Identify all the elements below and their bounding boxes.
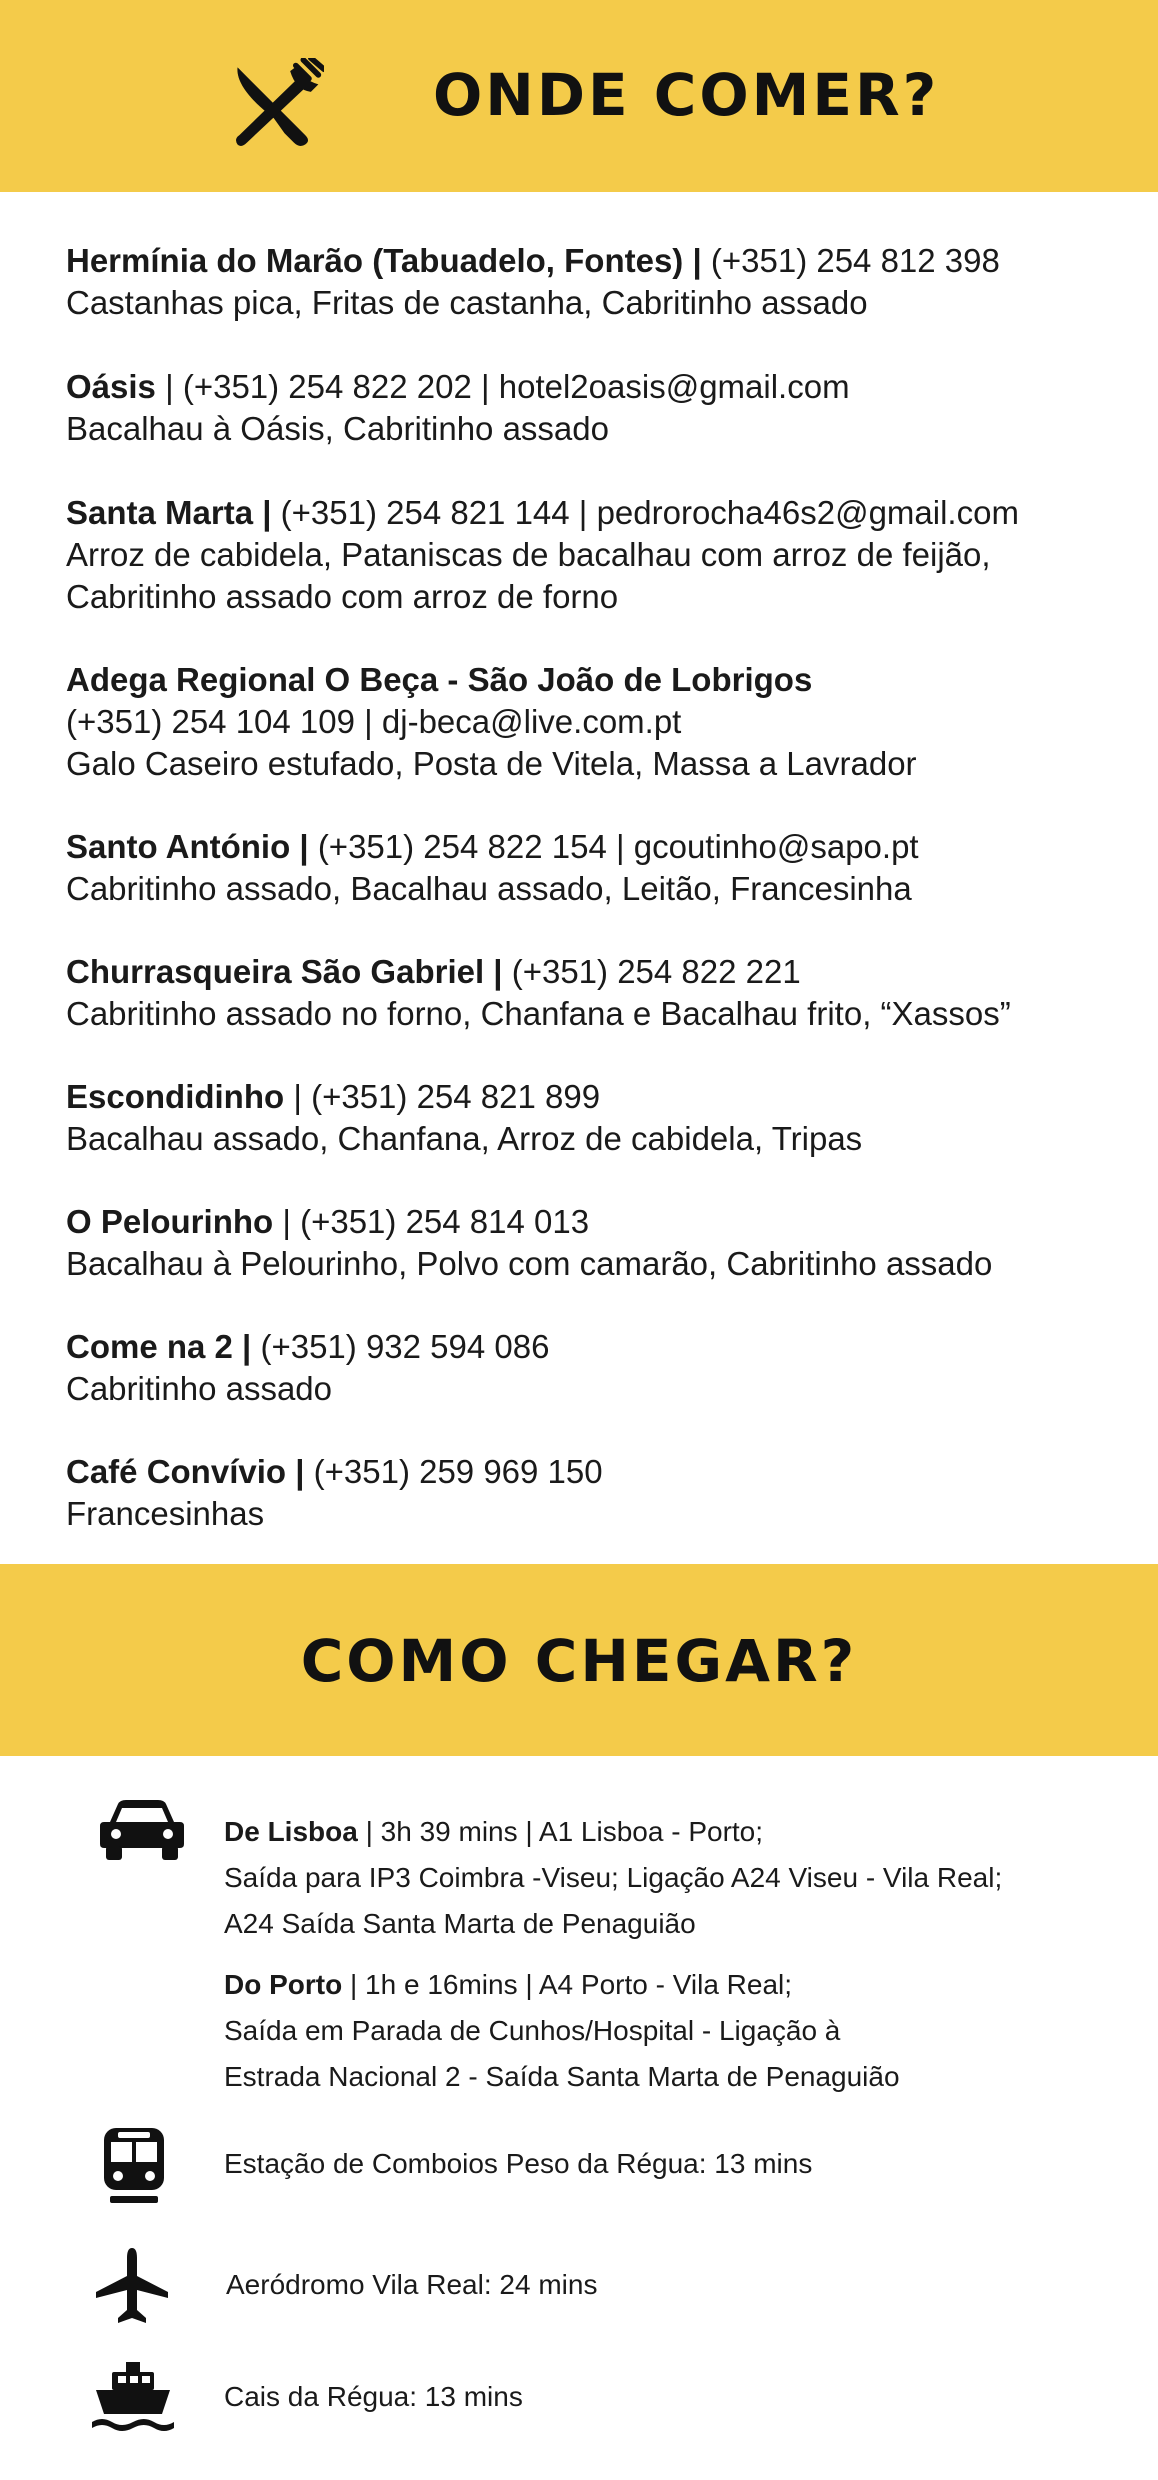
restaurant-name: Churrasqueira São Gabriel xyxy=(66,953,485,990)
restaurant-name: Come na 2 xyxy=(66,1328,233,1365)
airplane-icon xyxy=(96,2248,168,2324)
restaurant-email: hotel2oasis@gmail.com xyxy=(498,368,850,405)
restaurant-phone: (+351) 254 821 899 xyxy=(311,1078,601,1115)
restaurant-phone: (+351) 254 814 013 xyxy=(300,1203,590,1240)
restaurant-dishes: Bacalhau assado, Chanfana, Arroz de cabidela, Tripas xyxy=(66,1120,863,1157)
route-step: A24 Saída Santa Marta de Penaguião xyxy=(224,1908,696,1939)
car-icon xyxy=(100,1800,184,1862)
where-to-eat-title: ONDE COMER? xyxy=(433,61,940,129)
restaurant-dishes: Francesinhas xyxy=(66,1495,265,1532)
restaurant-phone: (+351) 932 594 086 xyxy=(260,1328,550,1365)
route-step: Saída em Parada de Cunhos/Hospital - Ligação à xyxy=(224,2015,841,2046)
restaurant-dishes: Cabritinho assado xyxy=(66,1370,332,1407)
restaurant-email: gcoutinho@sapo.pt xyxy=(633,828,919,865)
boat-text: Cais da Régua: 13 mins xyxy=(224,2381,523,2412)
list-item: Santo António | (+351) 254 822 154 | gcoutinho@sapo.pt Cabritinho assado, Bacalhau assado, Leitão, Francesinha xyxy=(66,826,1156,910)
route-from-lisboa xyxy=(224,1809,1124,1947)
plane-info xyxy=(226,2262,1126,2308)
route-step: Saída para IP3 Coimbra -Viseu; Ligação A24 Viseu - Vila Real; xyxy=(224,1862,1003,1893)
where-to-eat-header xyxy=(0,0,1158,192)
how-to-get-title: COMO CHEGAR? xyxy=(300,1627,858,1695)
route-label: De Lisboa xyxy=(224,1816,358,1847)
restaurant-contact: (+351) 254 104 109 | dj-beca@live.com.pt xyxy=(66,703,682,740)
restaurant-name: Santa Marta xyxy=(66,494,254,531)
list-item: Oásis | (+351) 254 822 202 | hotel2oasis@gmail.com Bacalhau à Oásis, Cabritinho assado xyxy=(66,366,1156,450)
list-item xyxy=(66,659,1156,785)
plane-text: Aeródromo Vila Real: 24 mins xyxy=(226,2269,598,2300)
restaurant-phone: (+351) 254 821 144 xyxy=(280,494,570,531)
fork-knife-icon xyxy=(230,58,324,152)
restaurant-phone: (+351) 259 969 150 xyxy=(313,1453,603,1490)
restaurant-phone: (+351) 254 822 154 xyxy=(317,828,607,865)
list-item: Come na 2 | (+351) 932 594 086 Cabritinho assado xyxy=(66,1326,1156,1410)
restaurant-dishes: Bacalhau à Oásis, Cabritinho assado xyxy=(66,410,609,447)
restaurant-dishes: Cabritinho assado no forno, Chanfana e Bacalhau frito, “Xassos” xyxy=(66,995,1011,1032)
route-summary: | 1h e 16mins | A4 Porto - Vila Real; xyxy=(342,1969,793,2000)
boat-info xyxy=(224,2374,1124,2420)
list-item: Santa Marta | (+351) 254 821 144 | pedrorocha46s2@gmail.com Arroz de cabidela, Pataniscas de bacalhau com arroz de feijão, Cabritinho assado com arroz de forno xyxy=(66,492,1156,618)
route-step: Estrada Nacional 2 - Saída Santa Marta de Penaguião xyxy=(224,2061,900,2092)
restaurant-dishes: Castanhas pica, Fritas de castanha, Cabritinho assado xyxy=(66,284,868,321)
restaurant-phone: (+351) 254 822 221 xyxy=(511,953,801,990)
list-item: Café Convívio | (+351) 259 969 150 Francesinhas xyxy=(66,1451,1156,1535)
restaurant-dishes: Cabritinho assado com arroz de forno xyxy=(66,578,619,615)
list-item: O Pelourinho | (+351) 254 814 013 Bacalhau à Pelourinho, Polvo com camarão, Cabritinho assado xyxy=(66,1201,1156,1285)
route-summary: | 3h 39 mins | A1 Lisboa - Porto; xyxy=(357,1816,764,1847)
restaurant-name: Santo António xyxy=(66,828,291,865)
restaurant-phone: (+351) 254 822 202 xyxy=(182,368,472,405)
route-from-porto xyxy=(224,1962,1124,2100)
train-icon xyxy=(104,2128,164,2204)
restaurant-name: Café Convívio xyxy=(66,1453,287,1490)
restaurant-dishes: Galo Caseiro estufado, Posta de Vitela, Massa a Lavrador xyxy=(66,745,917,782)
restaurant-name: Escondidinho xyxy=(66,1078,285,1115)
restaurant-dishes: Arroz de cabidela, Pataniscas de bacalhau com arroz de feijão, xyxy=(66,536,991,573)
restaurant-dishes: Cabritinho assado, Bacalhau assado, Leitão, Francesinha xyxy=(66,870,912,907)
how-to-get-header xyxy=(0,1564,1158,1756)
restaurant-name: Hermínia do Marão (Tabuadelo, Fontes) xyxy=(66,242,684,279)
restaurant-name: Oásis xyxy=(66,368,156,405)
list-item: Hermínia do Marão (Tabuadelo, Fontes) | (+351) 254 812 398 Castanhas pica, Fritas de castanha, Cabritinho assado xyxy=(66,240,1156,324)
restaurant-email: pedrorocha46s2@gmail.com xyxy=(596,494,1019,531)
restaurant-name: O Pelourinho xyxy=(66,1203,274,1240)
route-label: Do Porto xyxy=(224,1969,343,2000)
boat-icon xyxy=(92,2362,174,2432)
list-item: Churrasqueira São Gabriel | (+351) 254 822 221 Cabritinho assado no forno, Chanfana e Bacalhau frito, “Xassos” xyxy=(66,951,1156,1035)
train-text: Estação de Comboios Peso da Régua: 13 mins xyxy=(224,2148,813,2179)
restaurant-name: Adega Regional O Beça - São João de Lobrigos xyxy=(66,661,813,698)
restaurant-phone: (+351) 254 812 398 xyxy=(710,242,1000,279)
list-item: Escondidinho | (+351) 254 821 899 Bacalhau assado, Chanfana, Arroz de cabidela, Tripas xyxy=(66,1076,1156,1160)
restaurant-dishes: Bacalhau à Pelourinho, Polvo com camarão, Cabritinho assado xyxy=(66,1245,993,1282)
train-info xyxy=(224,2141,1124,2187)
